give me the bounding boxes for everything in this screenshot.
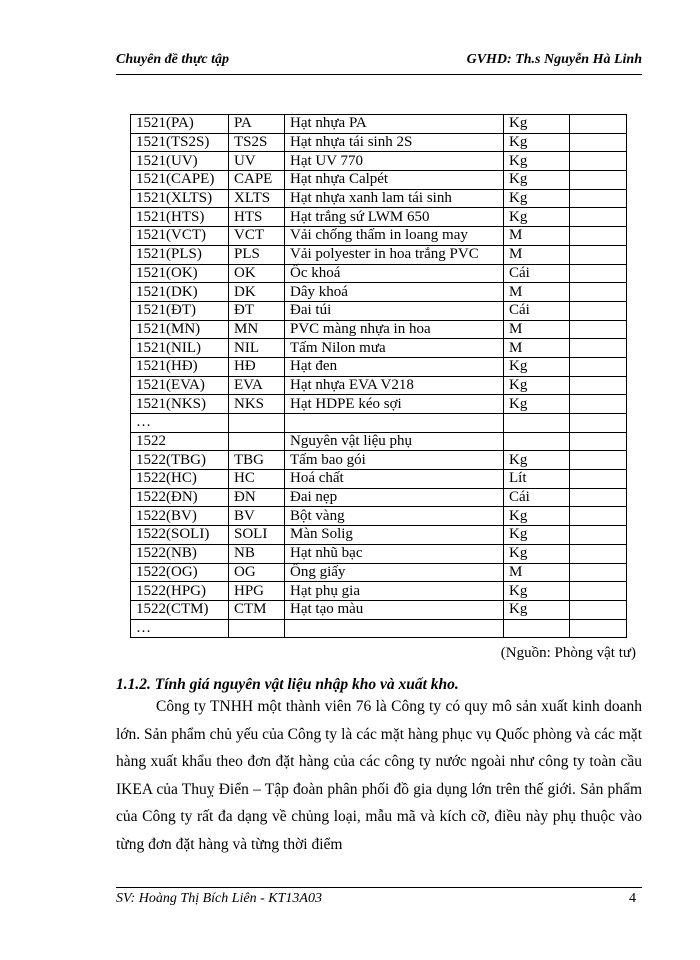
unit-cell: M: [504, 339, 570, 358]
material-code-cell: TS2S: [229, 133, 285, 152]
header-divider: [116, 74, 642, 75]
account-code-cell: 1521(DK): [131, 283, 229, 302]
unit-cell: Kg: [504, 582, 570, 601]
blank-cell: [570, 339, 627, 358]
blank-cell: [570, 283, 627, 302]
blank-cell: [570, 619, 627, 638]
material-name-cell: Hạt nhựa PA: [285, 115, 504, 134]
material-code-cell: TBG: [229, 451, 285, 470]
material-code-cell: UV: [229, 152, 285, 171]
body-text: [116, 693, 642, 859]
material-code-cell: CTM: [229, 600, 285, 619]
material-name-cell: Hạt phụ gia: [285, 582, 504, 601]
unit-cell: Cái: [504, 488, 570, 507]
material-name-cell: Hạt trắng sứ LWM 650: [285, 208, 504, 227]
material-name-cell: [285, 619, 504, 638]
blank-cell: [570, 563, 627, 582]
table-row: [131, 283, 627, 302]
table-row: [131, 544, 627, 563]
material-code-cell: XLTS: [229, 189, 285, 208]
unit-cell: Kg: [504, 171, 570, 190]
table-row: [131, 339, 627, 358]
material-name-cell: Vải polyester in hoa trắng PVC: [285, 245, 504, 264]
material-name-cell: Nguyên vật liệu phụ: [285, 432, 504, 451]
material-code-cell: PLS: [229, 245, 285, 264]
table-row: [131, 245, 627, 264]
blank-cell: [570, 414, 627, 433]
material-name-cell: Hạt nhũ bạc: [285, 544, 504, 563]
unit-cell: Cái: [504, 264, 570, 283]
page-number: 4: [629, 891, 636, 906]
account-code-cell: 1521(UV): [131, 152, 229, 171]
material-name-cell: Tấm Nilon mưa: [285, 339, 504, 358]
header-supervisor: GVHD: Th.s Nguyễn Hà Linh: [466, 52, 642, 67]
materials-table: [130, 114, 627, 638]
unit-cell: Kg: [504, 395, 570, 414]
blank-cell: [570, 208, 627, 227]
unit-cell: Lít: [504, 470, 570, 489]
account-code-cell: …: [131, 414, 229, 433]
blank-cell: [570, 264, 627, 283]
material-name-cell: Dây khoá: [285, 283, 504, 302]
account-code-cell: 1522: [131, 432, 229, 451]
unit-cell: [504, 414, 570, 433]
material-name-cell: Hạt nhựa Calpét: [285, 171, 504, 190]
material-code-cell: HC: [229, 470, 285, 489]
unit-cell: M: [504, 245, 570, 264]
unit-cell: Kg: [504, 357, 570, 376]
material-code-cell: PA: [229, 115, 285, 134]
account-code-cell: 1521(MN): [131, 320, 229, 339]
account-code-cell: 1522(HC): [131, 470, 229, 489]
table-row: [131, 171, 627, 190]
unit-cell: Kg: [504, 208, 570, 227]
account-code-cell: 1522(HPG): [131, 582, 229, 601]
account-code-cell: 1521(VCT): [131, 227, 229, 246]
table-row: [131, 376, 627, 395]
account-code-cell: 1521(EVA): [131, 376, 229, 395]
blank-cell: [570, 301, 627, 320]
unit-cell: Kg: [504, 451, 570, 470]
material-name-cell: Hạt tạo màu: [285, 600, 504, 619]
blank-cell: [570, 171, 627, 190]
material-code-cell: HTS: [229, 208, 285, 227]
header-title: Chuyên đề thực tập: [116, 52, 230, 67]
material-code-cell: ĐT: [229, 301, 285, 320]
material-code-cell: [229, 414, 285, 433]
account-code-cell: 1521(NKS): [131, 395, 229, 414]
material-name-cell: Bột vàng: [285, 507, 504, 526]
blank-cell: [570, 115, 627, 134]
material-name-cell: Hạt nhựa tái sinh 2S: [285, 133, 504, 152]
account-code-cell: 1521(NIL): [131, 339, 229, 358]
blank-cell: [570, 227, 627, 246]
footer-divider: [116, 887, 642, 888]
unit-cell: [504, 619, 570, 638]
table-row: [131, 414, 627, 433]
table-row: [131, 526, 627, 545]
table-row: [131, 507, 627, 526]
material-name-cell: Tấm bao gói: [285, 451, 504, 470]
material-name-cell: Ốc khoá: [285, 264, 504, 283]
material-code-cell: HPG: [229, 582, 285, 601]
unit-cell: Kg: [504, 152, 570, 171]
material-name-cell: Màn Solig: [285, 526, 504, 545]
materials-table-body: [131, 115, 627, 638]
material-code-cell: SOLI: [229, 526, 285, 545]
account-code-cell: 1522(ĐN): [131, 488, 229, 507]
paragraph: Công ty TNHH một thành viên 76 là Công ty có quy mô sản xuất kinh doanh lớn. Sản phẩm chủ yếu của Công ty là các mặt hàng phục vụ Quốc phòng và các mặt hàng xuất khẩu theo đơn đặt hàng của các công ty nước ngoài như công ty toàn cầu IKEA của Thuỵ Điển – Tập đoàn phân phối đồ gia dụng lớn trên thế giới. Sản phẩm của Công ty rất đa dạng về chủng loại, mẫu mã và kích cỡ, điều này phụ thuộc vào từng đơn đặt hàng và từng thời điểm: [116, 698, 642, 853]
blank-cell: [570, 582, 627, 601]
blank-cell: [570, 451, 627, 470]
table-row: [131, 152, 627, 171]
material-name-cell: Hạt nhựa EVA V218: [285, 376, 504, 395]
blank-cell: [570, 320, 627, 339]
table-row: [131, 133, 627, 152]
blank-cell: [570, 376, 627, 395]
table-row: [131, 488, 627, 507]
blank-cell: [570, 470, 627, 489]
table-row: [131, 357, 627, 376]
material-code-cell: OK: [229, 264, 285, 283]
account-code-cell: 1521(TS2S): [131, 133, 229, 152]
account-code-cell: …: [131, 619, 229, 638]
table-row: [131, 301, 627, 320]
material-name-cell: Vải chống thấm in loang may: [285, 227, 504, 246]
material-code-cell: OG: [229, 563, 285, 582]
material-code-cell: ĐN: [229, 488, 285, 507]
material-name-cell: Đai túi: [285, 301, 504, 320]
material-name-cell: Hạt nhựa xanh lam tái sinh: [285, 189, 504, 208]
table-row: [131, 208, 627, 227]
material-code-cell: CAPE: [229, 171, 285, 190]
blank-cell: [570, 507, 627, 526]
unit-cell: Kg: [504, 600, 570, 619]
unit-cell: Kg: [504, 133, 570, 152]
material-code-cell: BV: [229, 507, 285, 526]
unit-cell: M: [504, 227, 570, 246]
material-name-cell: Hoá chất: [285, 470, 504, 489]
account-code-cell: 1522(CTM): [131, 600, 229, 619]
blank-cell: [570, 357, 627, 376]
material-code-cell: EVA: [229, 376, 285, 395]
blank-cell: [570, 544, 627, 563]
section-heading: 1.1.2. Tính giá nguyên vật liệu nhập kho và xuất kho.: [116, 676, 459, 693]
unit-cell: Kg: [504, 189, 570, 208]
page-header: [116, 52, 642, 74]
account-code-cell: 1521(PLS): [131, 245, 229, 264]
table-row: [131, 227, 627, 246]
material-name-cell: Đai nẹp: [285, 488, 504, 507]
unit-cell: [504, 432, 570, 451]
account-code-cell: 1522(TBG): [131, 451, 229, 470]
blank-cell: [570, 152, 627, 171]
unit-cell: Cái: [504, 301, 570, 320]
unit-cell: M: [504, 320, 570, 339]
table-row: [131, 619, 627, 638]
unit-cell: Kg: [504, 507, 570, 526]
table-row: [131, 563, 627, 582]
material-name-cell: Hạt đen: [285, 357, 504, 376]
blank-cell: [570, 526, 627, 545]
table-row: [131, 451, 627, 470]
material-name-cell: Hạt HDPE kéo sợi: [285, 395, 504, 414]
material-name-cell: PVC màng nhựa in hoa: [285, 320, 504, 339]
account-code-cell: 1521(ĐT): [131, 301, 229, 320]
material-name-cell: [285, 414, 504, 433]
account-code-cell: 1522(OG): [131, 563, 229, 582]
account-code-cell: 1522(SOLI): [131, 526, 229, 545]
blank-cell: [570, 189, 627, 208]
account-code-cell: 1521(CAPE): [131, 171, 229, 190]
blank-cell: [570, 488, 627, 507]
account-code-cell: 1521(HTS): [131, 208, 229, 227]
material-code-cell: MN: [229, 320, 285, 339]
blank-cell: [570, 600, 627, 619]
unit-cell: M: [504, 283, 570, 302]
account-code-cell: 1521(OK): [131, 264, 229, 283]
table-row: [131, 395, 627, 414]
table-row: [131, 189, 627, 208]
table-row: [131, 432, 627, 451]
material-code-cell: VCT: [229, 227, 285, 246]
account-code-cell: 1521(PA): [131, 115, 229, 134]
table-row: [131, 115, 627, 134]
material-code-cell: NKS: [229, 395, 285, 414]
blank-cell: [570, 245, 627, 264]
blank-cell: [570, 432, 627, 451]
material-code-cell: NIL: [229, 339, 285, 358]
blank-cell: [570, 133, 627, 152]
table-row: [131, 470, 627, 489]
unit-cell: M: [504, 563, 570, 582]
account-code-cell: 1521(HĐ): [131, 357, 229, 376]
material-code-cell: DK: [229, 283, 285, 302]
table-source-note: (Nguồn: Phòng vật tư): [500, 645, 636, 661]
material-code-cell: NB: [229, 544, 285, 563]
material-name-cell: Hạt UV 770: [285, 152, 504, 171]
account-code-cell: 1522(NB): [131, 544, 229, 563]
account-code-cell: 1522(BV): [131, 507, 229, 526]
material-code-cell: HĐ: [229, 357, 285, 376]
blank-cell: [570, 395, 627, 414]
footer-student: SV: Hoàng Thị Bích Liên - KT13A03: [116, 891, 322, 906]
account-code-cell: 1521(XLTS): [131, 189, 229, 208]
material-code-cell: [229, 619, 285, 638]
unit-cell: Kg: [504, 526, 570, 545]
table-row: [131, 264, 627, 283]
material-name-cell: Ống giấy: [285, 563, 504, 582]
unit-cell: Kg: [504, 376, 570, 395]
unit-cell: Kg: [504, 544, 570, 563]
table-row: [131, 582, 627, 601]
table-row: [131, 600, 627, 619]
unit-cell: Kg: [504, 115, 570, 134]
table-row: [131, 320, 627, 339]
material-code-cell: [229, 432, 285, 451]
